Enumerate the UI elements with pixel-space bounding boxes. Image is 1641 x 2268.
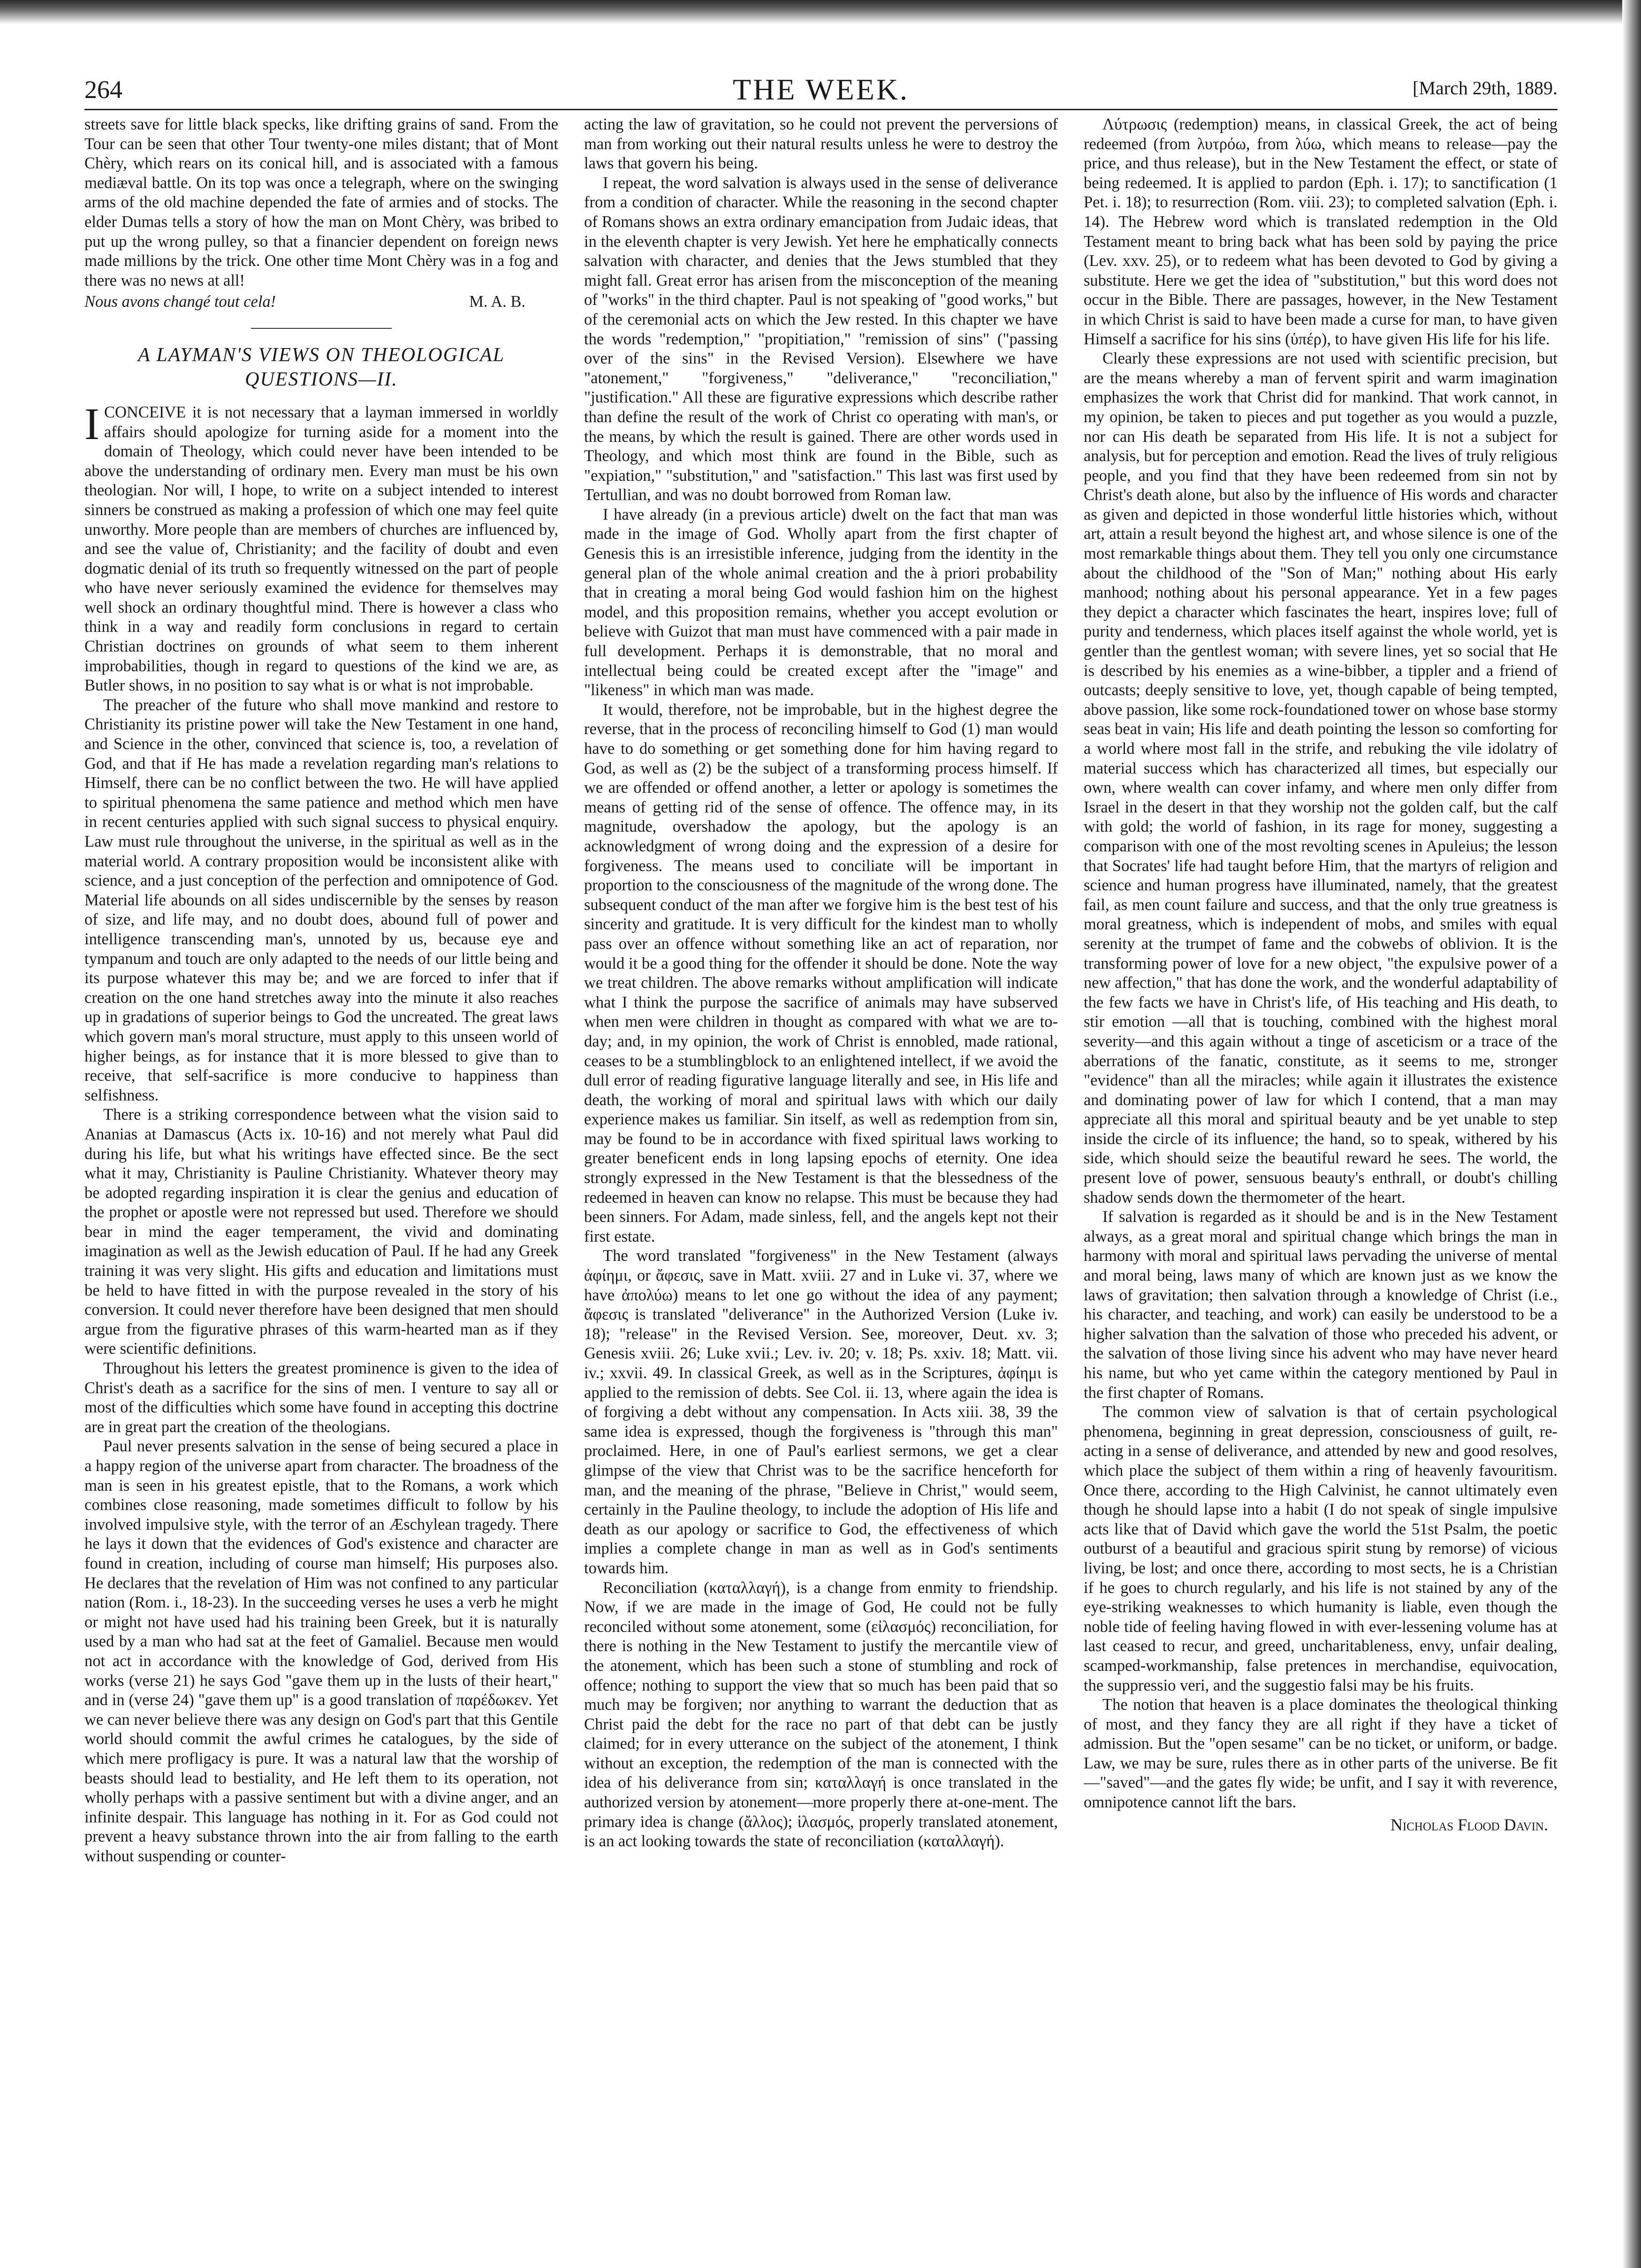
signoff-initials: M. A. B. (469, 293, 525, 311)
drop-cap: I (84, 398, 99, 449)
issue-date: [March 29th, 1889. (1413, 77, 1557, 99)
article-title: A LAYMAN'S VIEWS ON THEOLOGICAL QUESTIONS—II. (138, 344, 505, 390)
paragraph: There is a striking correspondence between what the vision said to Ananias at Damascus (Acts ix. 10-16) and not merely what Paul did during his life, but what his writings have effected since. Be the sect what it may, Christianity is Pauline Christianity. Whatever theory may be adopted regarding inspiration it is clear the genius and education of the prophet or apostle were not repressed but used. Therefore we should bear in mind the eager temperament, the vivid and dominating imagination as well as the Jewish education of Paul. If he had any Greek training it was very slight. His gifts and education and limitations must be held to have fitted in with the purpose revealed in the story of his conversion. It could never therefore have been designed that men should argue from the figurative phrases of this warm-hearted man as if they were scientific definitions. (84, 1106, 558, 1358)
scan-edge-right (1622, 0, 1641, 2268)
masthead: THE WEEK. (732, 73, 910, 106)
signoff-quote: Nous avons changé tout cela! (84, 293, 276, 311)
paragraph: The preacher of the future who shall move mankind and restore to Christianity its pristine power will take the New Testament in one hand, and Science in the other, convinced that science is, too, a revelation of God, and that if He has made a revelation regarding man's relations to Himself, there can be no conflict between the two. He will have applied to spiritual phenomena the same patience and method which men have in recent centuries applied with such signal success to physical enquiry. Law must rule throughout the universe, in the spiritual as well as in the material world. A contrary proposition would be inconsistent alike with science, and a just conception of the perfection and omnipotence of God. Material life abounds on all sides undiscernible by the senses by reason of size, and life may, and no doubt does, abound full of power and intelligence transcending man's, unnoted by us, because eye and tympanum and touch are only adapted to the needs of our little being and its purpose whatever this may be; and we are forced to infer that if creation on the one hand stretches away into the minute it also reaches up in gradations of superior beings to God the uncreated. The great laws which govern man's moral structure, must apply to this unseen world of higher beings, as for instance that it is more blessed to give than to receive, that self-sacrifice is more conducive to happiness than selfishness. (84, 696, 558, 1104)
paragraph: Clearly these expressions are not used with scientific precision, but are the means whereby a man of fervent spirit and warm imagination emphasizes the work that Christ did for mankind. That work cannot, in my opinion, be taken to pieces and put together as you would a puzzle, nor can His death be separated from His life. It is not a subject for analysis, but for perception and emotion. Read the lives of truly religious people, and you find that they have been redeemed from sin not by Christ's death alone, but also by the influence of His words and character as given and depicted in those wonderful little histories which, without art, attain a result beyond the highest art, and whose silence is one of the most remarkable things about them. They tell you only one circumstance about the childhood of the "Son of Man;" nothing about His early manhood; nothing about his personal appearance. Yet in a few pages they depict a character which fascinates the heart, inspires love; full of purity and tenderness, which places itself against the whole world, yet is gentler than the gentlest woman; with severe lines, yet so social that He is described by his enemies as a wine-bibber, a tippler and a friend of outcasts; deeply sensitive to love, yet, though capable of being tempted, above passion, like some rock-foundationed tower on whose base stormy seas beat in vain; His life and death pointing the lesson so comforting for a world where most fall in the strife, and rebuking the vile idolatry of material success which has characterized all times, but especially our own, where wealth can cover infamy, and where men only differ from Israel in the desert in that they worship not the golden calf, but the calf with gold; the world of fashion, in its rage for money, suggesting a comparison with one of the most revolting scenes in Apuleius; the lesson that Socrates' life had taught before Him, that the martyrs of religion and science and human progress have illuminated, namely, that the greatest fail, as men count failure and success, and that the only true greatness is moral greatness, which is independent of mobs, and smiles with equal serenity at the trumpet of fame and the cobwebs of oblivion. It is the transforming power of love for a new object, "the expulsive power of a new affection," that has done the work, and the wonderful adaptability of the few facts we have in Christ's life, of His teaching and His death, to stir emotion —all that is touching, combined with the highest moral severity—and this again without a tinge of asceticism or a trace of the aberrations of the fanatic, constitute, as it seems to me, stronger "evidence" than all the miracles; while again it illustrates the existence and dominating power of law for which I contend, that a man may appreciate all this moral and spiritual beauty and be yet unable to step inside the circle of its influence; the hand, so to speak, withered by his side, which should seize the beautiful reward he sees. The world, the present love of power, sensuous beauty's enthrall, or doubt's chilling shadow sends down the thermometer of the heart. (1084, 349, 1557, 1206)
scan-edge-top (0, 0, 1641, 24)
column-middle (584, 115, 1058, 2254)
author-signature: Nicholas Flood Davin. (1390, 1815, 1548, 1834)
paragraph: I have already (in a previous article) dwelt on the fact that man was made in the image of God. Wholly apart from the first chapter of Genesis this is an irresistible inference, judging from the identity in the general plan of the whole animal creation and the à priori probability that in creating a moral being God would fashion him on the highest model, and this proposition remains, whether you accept evolution or believe with Guizot that man must have commenced with a pair made in full development. Perhaps it is demonstrable, that no moral and intellectual being could be created except after the "image" and "likeness" in which man was made. (584, 505, 1058, 699)
header-rule (84, 109, 1557, 110)
paragraph: The common view of salvation is that of certain psychological phenomena, beginning in great depression, consciousness of guilt, re-acting in a sense of deliverance, and attended by new and good resolves, which place the subject of them within a ring of heavenly favouritism. Once there, according to the High Calvinist, he cannot ultimately even though he should lapse into a habit (I do not speak of single impulsive acts like that of David which gave the world the 51st Psalm, the poetic outburst of a beautiful and gracious spirit stung by remorse) of vicious living, be lost; and once there, according to most sects, he is a Christian if he goes to church regularly, and his life is not stained by any of the eye-striking weaknesses to which humanity is liable, even though the noble tide of feeling having flowed in with ever-lessening volume has at last ceased to recur, and greed, uncharitableness, envy, unfair dealing, scamped-workmanship, false pretences in merchandise, equivocation, the suppressio veri, and the suggestio falsi may be his fruits. (1084, 1403, 1557, 1694)
paragraph: The word translated "forgiveness" in the New Testament (always ἀφίημι, or ἄφεσις, save in Matt. xviii. 27 and in Luke vi. 37, where we have ἀπολύω) means to let one go without the idea of any payment; ἄφεσις is translated "deliverance" in the Authorized Version (Luke iv. 18); "release" in the Revised Version. See, moreover, Deut. xv. 3; Genesis xviii. 26; Luke xvii.; Lev. iv. 20; v. 18; Ps. xxiv. 18; Matt. vii. iv.; xxvii. 49. In classical Greek, as well as in the Scriptures, ἀφίημι is applied to the remission of debts. See Col. ii. 13, where again the idea is of forgiving a debt without any compensation. In Acts xiii. 38, 39 the same idea is expressed, though the forgiveness is "through this man" proclaimed. Here, in one of Paul's earliest sermons, we get a clear glimpse of the view that Christ was to be the sacrifice henceforth for man, and the meaning of the phrase, "Believe in Christ," would seem, certainly in the Pauline theology, to include the adoption of His life and death as our apology or sacrifice to God, the effectiveness of which implies a complete change in man as well as in God's sentiments towards him. (584, 1247, 1058, 1577)
paragraph: If salvation is regarded as it should be and is in the New Testament always, as a great moral and spiritual change which brings the man in harmony with moral and spiritual laws pervading the universe of mental and moral being, laws many of which are known just as we know the laws of gravitation; then salvation through a knowledge of Christ (i.e., his character, and teaching, and work) can easily be understood to be a higher salvation than the salvation of those who preceded his advent, or the salvation of those living since his advent who may have never heard his name, but who yet came within the category mentioned by Paul in the first chapter of Romans. (1084, 1208, 1557, 1402)
previous-article-signoff (84, 292, 558, 312)
page-number: 264 (84, 76, 122, 104)
paragraph: Throughout his letters the greatest prominence is given to the idea of Christ's death as a sacrifice for the sins of men. I venture to say all or most of the difficulties which some have found in accepting this doctrine are in great part the creation of the theologians. (84, 1359, 558, 1436)
article-columns (84, 115, 1557, 2254)
paragraph: Λύτρωσις (redemption) means, in classical Greek, the act of being redeemed (from λυτρόω, from λύω, which means to release—pay the price, and thus release), but in the New Testament the effect, or state of being redeemed. It is applied to pardon (Eph. i. 17); to sanctification (1 Pet. i. 18); to resurrection (Rom. viii. 23); to completed salvation (Eph. i. 14). The Hebrew word which is translated redemption in the Old Testament meant to bring back what has been sold by paying the price (Lev. xxv. 25), or to redeem what has been devoted to God by giving a substitute. Here we get the idea of "substitution," but this word does not occur in the Bible. There are passages, however, in the New Testament in which Christ is said to have been made a curse for man, to have given Himself a sacrifice for his sins (ὑπέρ), to have given His life for his life. (1084, 115, 1557, 348)
paragraph: acting the law of gravitation, so he could not prevent the perversions of man from working out their natural results unless he were to destroy the laws that govern his being. (584, 115, 1058, 173)
paragraph: The notion that heaven is a place dominates the theological thinking of most, and they fancy they are all right if they have a ticket of admission. But the "open sesame" can be no ticket, or uniform, or badge. Law, we may be sure, rules there as in other parts of the universe. Be fit —"saved"—and the gates fly wide; be unfit, and I say it with reverence, omnipotence cannot lift the bars. (1084, 1696, 1557, 1812)
paragraph: It would, therefore, not be improbable, but in the highest degree the reverse, that in the process of reconciling himself to God (1) man would have to do something or get something done for him having regard to God, as well as (2) be the subject of a transforming process himself. If we are offended or offend another, a letter or apology is sometimes the means of getting rid of the sense of offence. The offence may, in its magnitude, overshadow the apology, but the apology is an acknowledgment of wrong doing and the expression of a desire for forgiveness. The means used to conciliate will be important in proportion to the consciousness of the magnitude of the wrong done. The subsequent conduct of the man after we forgive him is the best test of his sincerity and gratitude. It is very difficult for the kindest man to wholly pass over an offence without something like an act of reparation, nor would it be a good thing for the offender it should be done. Note the way we treat children. The above remarks without amplification will indicate what I think the purpose the sacrifice of animals may have subserved when men were children in thought as compared with what we are to-day; and, in my opinion, the work of Christ is ennobled, made rational, ceases to be a stumblingblock to an enlightened intellect, if we avoid the dull error of reading figurative language literally and see, in His life and death, the working of moral and spiritual laws with which our daily experience makes us familiar. Sin itself, as well as redemption from sin, may be found to be in accordance with fixed spiritual laws working to greater beneficent ends in long lapsing epochs of eternity. One idea strongly expressed in the New Testament is that the blessedness of the redeemed in heaven can know no relapse. This must be because they had been sinners. For Adam, made sinless, fell, and the angels kept not their first estate. (584, 700, 1058, 1245)
article-separator (251, 328, 392, 329)
paragraph: ICONCEIVE it is not necessary that a layman immersed in worldly affairs should apologize for turning aside for a moment into the domain of Theology, which could never have been intended to be above the understanding of ordinary men. Every man must be his own theologian. Nor will, I hope, to write on a subject intended to interest sinners be construed as making a profession of which one may feel quite unworthy. More people than are members of churches are influenced by, and see the value of, Christianity; and the facility of doubt and even dogmatic denial of its truth so frequently witnessed on the part of people who have never seriously examined the evidence for themselves may well shock an ordinary thoughtful mind. There is however a class who think in a way and readily form conclusions in regard to certain Christian doctrines on grounds of what seem to them inherent improbabilities, though in regard to questions of the kind we are, as Butler shows, in no position to say what is or what is not improbable. (84, 398, 558, 695)
paragraph: I repeat, the word salvation is always used in the sense of deliverance from a condition of character. While the reasoning in the second chapter of Romans shows an extra ordinary emancipation from Judaic ideas, that in the eleventh chapter is very Jewish. Yet here he emphatically connects salvation with character, and denies that the Jews stumbled that they might fall. Great error has arisen from the misconception of the meaning of "works" in the third chapter. Paul is not speaking of "good works," but of the ceremonial acts on which the Jew rested. In this chapter we have the words "redemption," "propitiation," "remission of sins" ("passing over of the sins" in the Revised Version). Elsewhere we have "atonement," "forgiveness," "deliverance," "reconciliation," "justification." All these are figurative expressions which describe rather than define the result of the work of Christ co operating with man's, or the means, by which the result is gained. There are other words used in Theology, and which most think are found in the Bible, such as "expiation," "substitution," and "satisfaction." This last was first used by Tertullian, and was no doubt borrowed from Roman law. (584, 174, 1058, 504)
page-header (84, 75, 1557, 108)
column-left (84, 115, 558, 2254)
paragraph: Paul never presents salvation in the sense of being secured a place in a happy region of the universe apart from character. The broadness of the man is seen in his greatest epistle, that to the Romans, a work which combines close reasoning, made sometimes difficult to follow by his involved impulsive style, with the terror of an Æschylean tragedy. There he lays it down that the evidences of God's existence and character are found in creation, including of course man himself; His purposes also. He declares that the revelation of Him was not confined to any particular nation (Rom. i., 18-23). In the succeeding verses he uses a verb he might or might not have used had his training been Greek, but it is naturally used by a man who had sat at the feet of Gamaliel. Because men would not act in accordance with the knowledge of God, derived from His works (verse 21) he says God "gave them up in the lusts of their heart," and in (verse 24) "gave them up" is a good translation of παρέδωκεν. Yet we can never believe there was any design on God's part that this Gentile world should commit the awful crimes he catalogues, by the side of which mere profligacy is pure. It was a natural law that the worship of beasts should lead to bestiality, and He left them to its operation, not wholly perhaps with a passive sentiment but with a divine anger, and an infinite despair. This language has nothing in it. For as God could not prevent a heavy substance thrown into the air from falling to the earth without suspending or counter- (84, 1437, 558, 1865)
paragraph: Reconciliation (καταλλαγή), is a change from enmity to friendship. Now, if we are made in the image of God, He could not be fully reconciled without some atonement, some (εἰλασμός) reconciliation, for there is nothing in the New Testament to justify the mercantile view of the atonement, which has been such a stone of stumbling and rock of offence; nothing to support the view that so much has been paid that so much may be forgiven; nor anything to warrant the deduction that as Christ paid the debt for the race no part of that debt can be justly claimed; for in every utterance on the subject of the atonement, I think without an exception, the redemption of the man is connected with the idea of his deliverance from sin; καταλλαγή is once translated in the authorized version by atonement—more properly there at-one-ment. The primary idea is change (ἄλλος); ἱλασμός, properly translated atonement, is an act looking towards the state of reconciliation (καταλλαγή). (584, 1578, 1058, 1851)
previous-article-ending: streets save for little black specks, like drifting grains of sand. From the Tour can be seen that other Tour twenty-one miles distant; that of Mont Chèry, which rears on its conical hill, and is associated with a famous mediæval battle. On its top was once a telegraph, where on the swinging arms of the old machine depended the fate of armies and of stocks. The elder Dumas tells a story of how the man on Mont Chèry, was bribed to put up the wrong pulley, so that a financier dependent on foreign news made millions by the trick. One other time Mont Chèry was in a fog and there was no news at all! (84, 115, 558, 289)
column-right (1084, 115, 1557, 2254)
